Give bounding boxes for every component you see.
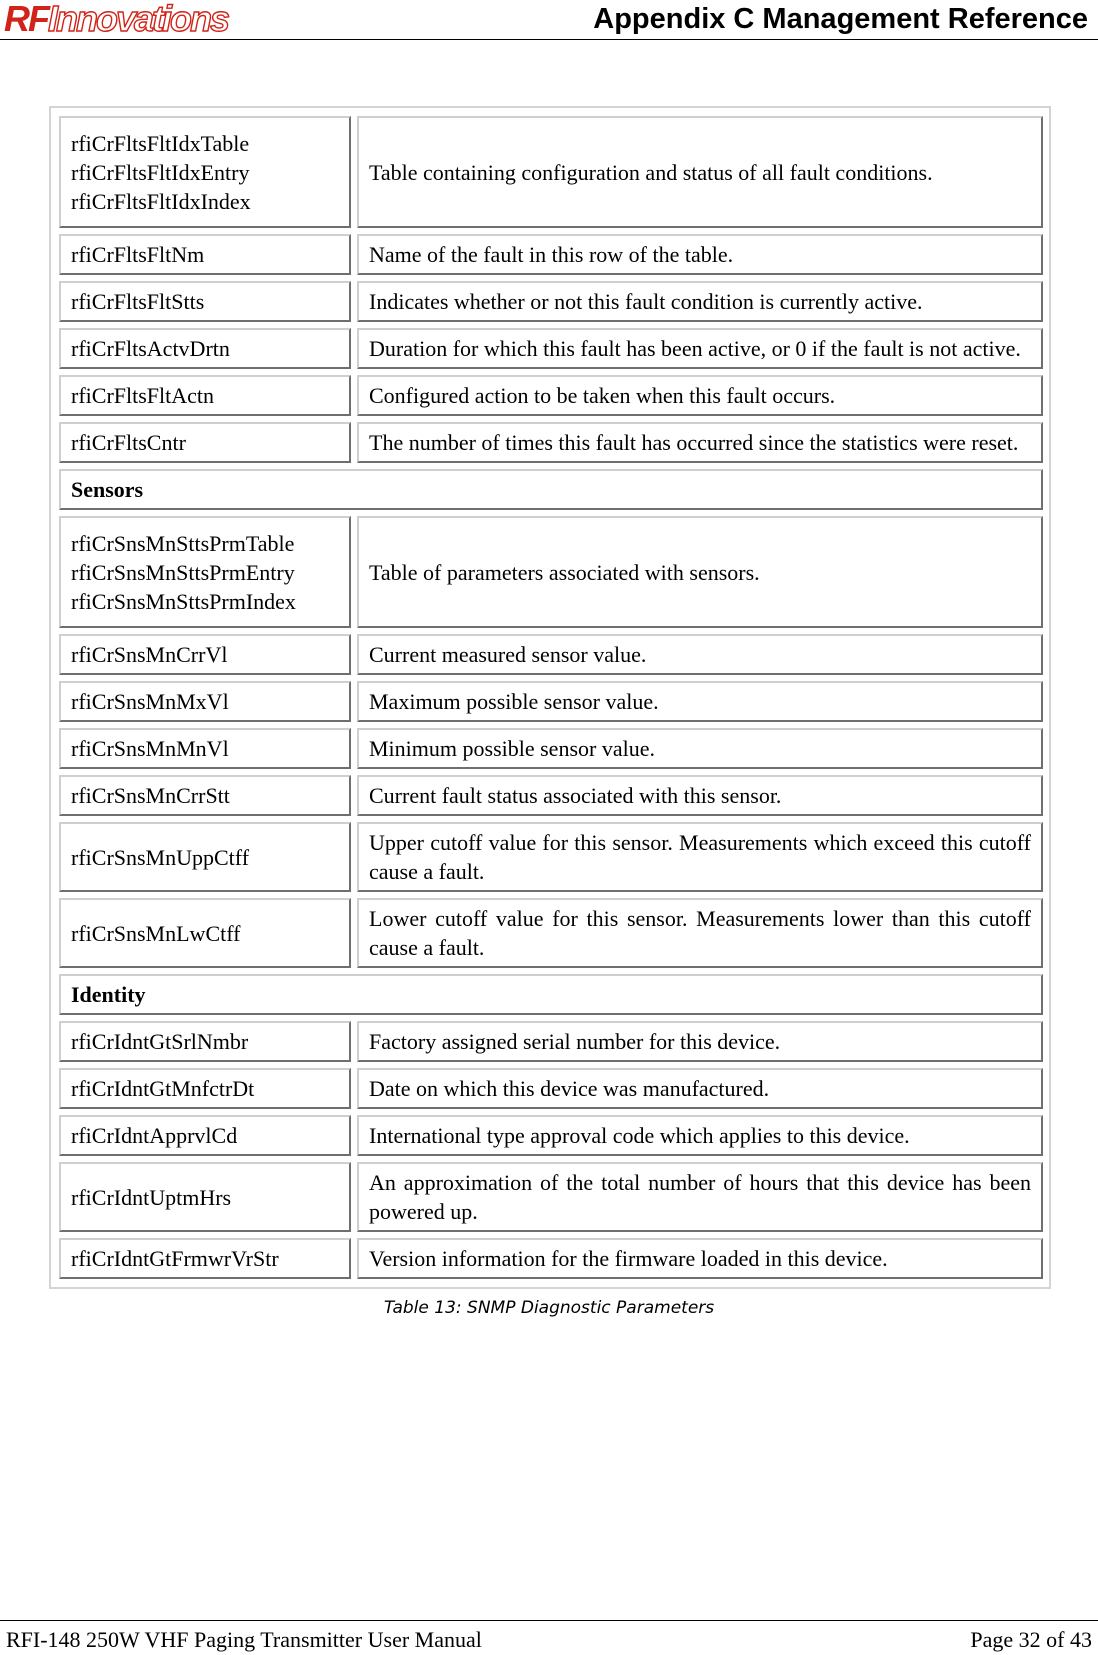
parameter-name: rfiCrSnsMnSttsPrmEntry — [71, 559, 295, 585]
table-row — [59, 898, 1043, 968]
parameter-name: rfiCrIdntApprvlCd — [59, 1115, 351, 1156]
table-section-row — [59, 469, 1043, 510]
parameter-description: Version information for the firmware loaded in this device. — [357, 1238, 1043, 1279]
table-row — [59, 422, 1043, 463]
parameter-description: Maximum possible sensor value. — [357, 681, 1043, 722]
parameter-description: Name of the fault in this row of the table. — [357, 234, 1043, 275]
table-row — [59, 681, 1043, 722]
parameter-description: The number of times this fault has occurred since the statistics were reset. — [357, 422, 1043, 463]
table-row — [59, 1238, 1043, 1279]
parameters-table-frame — [49, 106, 1051, 1289]
parameter-description: Minimum possible sensor value. — [357, 728, 1043, 769]
table-row — [59, 1115, 1043, 1156]
footer-page-number: Page 32 of 43 — [970, 1627, 1092, 1652]
section-heading: Sensors — [59, 469, 1043, 510]
parameter-name: rfiCrIdntGtFrmwrVrStr — [59, 1238, 351, 1279]
table-caption: Table 13: SNMP Diagnostic Parameters — [383, 1298, 715, 1318]
parameter-name: rfiCrSnsMnLwCtff — [59, 898, 351, 968]
table-row — [59, 1068, 1043, 1109]
table-row — [59, 281, 1043, 322]
parameter-name-group — [59, 116, 351, 228]
parameter-description: Current measured sensor value. — [357, 634, 1043, 675]
table-row — [59, 234, 1043, 275]
parameter-description: Current fault status associated with this sensor. — [357, 775, 1043, 816]
parameter-name: rfiCrSnsMnSttsPrmIndex — [71, 588, 296, 614]
table-row — [59, 1162, 1043, 1232]
parameter-description: Configured action to be taken when this fault occurs. — [357, 375, 1043, 416]
parameter-name: rfiCrFltsActvDrtn — [59, 328, 351, 369]
parameter-name: rfiCrIdntGtSrlNmbr — [59, 1021, 351, 1062]
table-row — [59, 328, 1043, 369]
parameter-description: Factory assigned serial number for this device. — [357, 1021, 1043, 1062]
parameter-name: rfiCrSnsMnCrrVl — [59, 634, 351, 675]
parameter-name: rfiCrFltsFltNm — [59, 234, 351, 275]
table-row — [59, 516, 1043, 628]
table-row — [59, 728, 1043, 769]
table-row — [59, 375, 1043, 416]
parameters-table — [53, 110, 1049, 1285]
table-row — [59, 634, 1043, 675]
parameter-description: Upper cutoff value for this sensor. Measurements which exceed this cutoff cause a fault. — [357, 822, 1043, 892]
table-row — [59, 1021, 1043, 1062]
company-logo — [4, 0, 228, 38]
page-footer — [0, 1620, 1098, 1655]
footer-manual-title: RFI-148 250W VHF Paging Transmitter User Manual — [6, 1627, 482, 1652]
table-section-row — [59, 974, 1043, 1015]
parameter-name: rfiCrSnsMnMnVl — [59, 728, 351, 769]
table-row — [59, 775, 1043, 816]
parameter-name: rfiCrIdntGtMnfctrDt — [59, 1068, 351, 1109]
parameter-description: Indicates whether or not this fault condition is currently active. — [357, 281, 1043, 322]
parameter-name: rfiCrFltsFltIdxEntry — [71, 159, 250, 185]
parameter-name: rfiCrSnsMnUppCtff — [59, 822, 351, 892]
parameter-name: rfiCrSnsMnSttsPrmTable — [71, 530, 295, 556]
parameter-name: rfiCrIdntUptmHrs — [59, 1162, 351, 1232]
section-heading: Identity — [59, 974, 1043, 1015]
parameter-name: rfiCrFltsFltIdxTable — [71, 130, 250, 156]
parameter-name-group — [59, 516, 351, 628]
parameter-name: rfiCrFltsFltActn — [59, 375, 351, 416]
logo-innovations: Innovations — [48, 0, 229, 39]
page-header — [0, 0, 1098, 40]
parameter-description: Duration for which this fault has been active, or 0 if the fault is not active. — [357, 328, 1043, 369]
table-row — [59, 116, 1043, 228]
parameter-name: rfiCrFltsFltStts — [59, 281, 351, 322]
parameter-description: An approximation of the total number of hours that this device has been powered up. — [357, 1162, 1043, 1232]
parameters-table-body — [59, 116, 1043, 1279]
logo-rf: RF — [4, 0, 48, 39]
parameter-description: Table of parameters associated with sensors. — [357, 516, 1043, 628]
parameter-description: Table containing configuration and status of all fault conditions. — [357, 116, 1043, 228]
header-title: Appendix C Management Reference — [593, 3, 1088, 35]
parameter-name: rfiCrSnsMnMxVl — [59, 681, 351, 722]
parameter-description: International type approval code which applies to this device. — [357, 1115, 1043, 1156]
parameter-description: Lower cutoff value for this sensor. Measurements lower than this cutoff cause a fault. — [357, 898, 1043, 968]
table-row — [59, 822, 1043, 892]
parameter-name: rfiCrSnsMnCrrStt — [59, 775, 351, 816]
parameter-name: rfiCrFltsFltIdxIndex — [71, 188, 251, 214]
parameter-name: rfiCrFltsCntr — [59, 422, 351, 463]
parameter-description: Date on which this device was manufactured. — [357, 1068, 1043, 1109]
